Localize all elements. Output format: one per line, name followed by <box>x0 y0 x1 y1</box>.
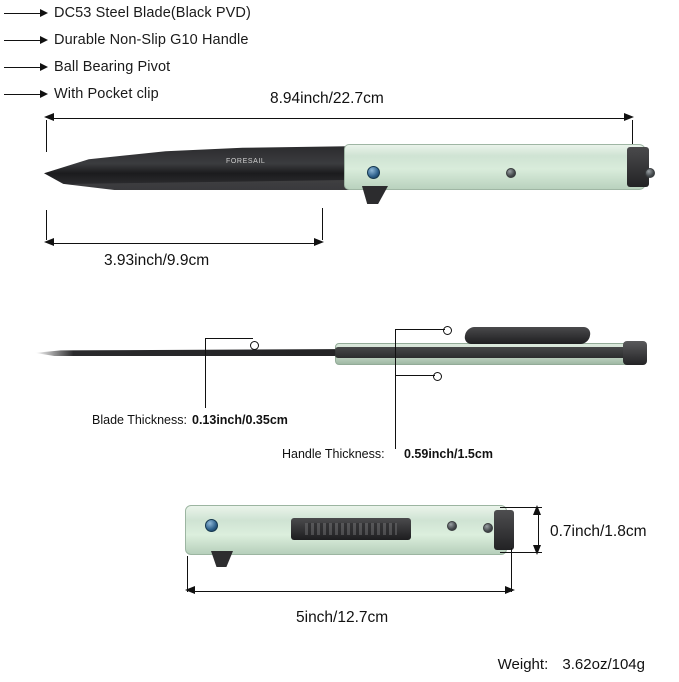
blade-thickness-label: Blade Thickness: <box>92 413 187 427</box>
closed-flipper-tab <box>211 551 233 567</box>
leader-line-icon <box>4 62 48 72</box>
pocket-clip <box>464 327 592 344</box>
handle-thickness-label: Handle Thickness: <box>282 447 385 461</box>
handle <box>344 144 646 190</box>
pivot-screw-icon <box>367 166 380 179</box>
closed-clip-inlay <box>291 518 411 540</box>
list-item <box>4 2 251 24</box>
feature-label: Ball Bearing Pivot <box>54 59 171 75</box>
feature-label: DC53 Steel Blade(Black PVD) <box>54 5 251 21</box>
handle-screw-icon <box>447 521 457 531</box>
pivot-screw-icon <box>205 519 218 532</box>
blade-extension-right <box>322 208 323 240</box>
weight-row <box>498 656 645 673</box>
blade-spine <box>35 349 355 356</box>
knife-open-view <box>44 140 634 210</box>
feature-list <box>4 0 251 105</box>
callout-line <box>205 338 253 339</box>
brand-logo: FORESAIL <box>226 158 266 165</box>
overall-length-arrow <box>44 113 634 125</box>
callout-line <box>395 375 435 376</box>
closed-height-arrow <box>533 505 545 555</box>
knife-spine-view <box>35 335 635 371</box>
handle-screw-icon <box>645 168 655 178</box>
feature-label: Durable Non-Slip G10 Handle <box>54 32 249 48</box>
blade-edge <box>46 180 346 193</box>
handle-thickness-value: 0.59inch/1.5cm <box>404 447 493 461</box>
handle-screw-icon <box>483 523 493 533</box>
overall-length-label: 8.94inch/22.7cm <box>270 90 384 107</box>
handle-spine-dark <box>335 347 635 358</box>
handle-tail <box>623 341 647 365</box>
knife-closed-view <box>185 505 505 561</box>
blade-extension-left <box>46 210 47 240</box>
flipper-tab <box>362 186 388 204</box>
closed-handle <box>185 505 507 555</box>
weight-label: Weight: <box>497 656 549 673</box>
blade <box>44 146 364 190</box>
callout-dot <box>433 372 442 381</box>
closed-height-label: 0.7inch/1.8cm <box>550 523 647 540</box>
closed-height-extension-top <box>500 507 542 508</box>
handle-screw-icon <box>506 168 516 178</box>
weight-value: 3.62oz/104g <box>562 656 645 673</box>
closed-tail <box>494 510 514 550</box>
blade-thickness-value: 0.13inch/0.35cm <box>192 413 288 427</box>
leader-line-icon <box>4 8 48 18</box>
list-item <box>4 83 251 105</box>
leader-line-icon <box>4 35 48 45</box>
blade-length-arrow <box>44 238 324 250</box>
callout-dot <box>250 341 259 350</box>
callout-line <box>205 338 206 408</box>
feature-label: With Pocket clip <box>54 86 159 102</box>
closed-length-label: 5inch/12.7cm <box>296 609 389 626</box>
callout-dot <box>443 326 452 335</box>
closed-height-extension-bottom <box>500 552 542 553</box>
list-item <box>4 56 251 78</box>
list-item <box>4 29 251 51</box>
callout-line <box>395 329 445 330</box>
leader-line-icon <box>4 89 48 99</box>
blade-length-label: 3.93inch/9.9cm <box>104 252 210 269</box>
callout-line <box>395 329 396 449</box>
closed-length-arrow <box>185 586 515 598</box>
